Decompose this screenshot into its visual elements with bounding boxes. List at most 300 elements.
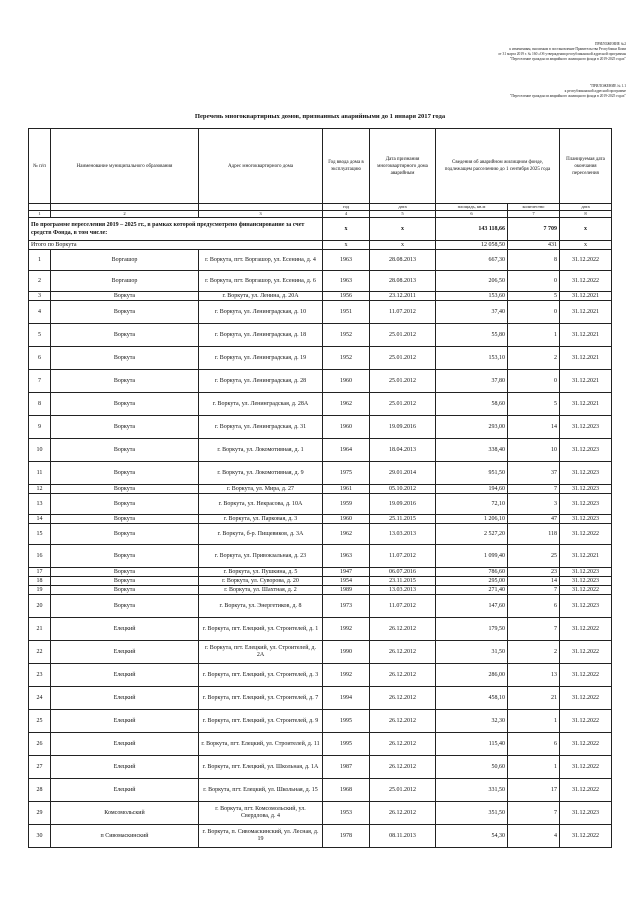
col-num: 8 bbox=[560, 211, 612, 218]
cell-recognized-date: 23.11.2015 bbox=[370, 577, 436, 586]
cell-residents-count: 0 bbox=[508, 271, 560, 292]
cell-address: г. Воркута, ул. Ленинградская, д. 28А bbox=[199, 393, 323, 416]
cell-recognized-date: 13.03.2013 bbox=[370, 524, 436, 545]
cell-municipality: Воркута bbox=[51, 586, 199, 595]
cell-recognized-date: 25.11.2015 bbox=[370, 515, 436, 524]
unit-area: площадь, кв.м bbox=[436, 204, 508, 211]
cell-area: 54,30 bbox=[436, 825, 508, 848]
cell-recognized-date: 11.07.2012 bbox=[370, 595, 436, 618]
cell-row-number: 29 bbox=[29, 802, 51, 825]
cell-address: г. Воркута, ул. Ленинградская, д. 18 bbox=[199, 324, 323, 347]
table-row bbox=[29, 595, 612, 618]
table-row bbox=[29, 577, 612, 586]
cell-year: 1952 bbox=[323, 347, 370, 370]
cell-residents-count: 21 bbox=[508, 687, 560, 710]
table-row bbox=[29, 586, 612, 595]
units-row bbox=[29, 204, 612, 211]
cell-area: 37,40 bbox=[436, 301, 508, 324]
cell-residents-count: 3 bbox=[508, 494, 560, 515]
cell-planned-date: 31.12.2021 bbox=[560, 370, 612, 393]
cell-year: 1975 bbox=[323, 462, 370, 485]
cell-planned-date: 31.12.2022 bbox=[560, 756, 612, 779]
cell-area: 115,40 bbox=[436, 733, 508, 756]
table-row bbox=[29, 271, 612, 292]
cell-municipality: Воркута bbox=[51, 524, 199, 545]
cell-planned-date: 31.12.2023 bbox=[560, 494, 612, 515]
cell-area: 786,60 bbox=[436, 568, 508, 577]
table-row bbox=[29, 324, 612, 347]
cell-municipality: Елецкий bbox=[51, 710, 199, 733]
cell-recognized-date: 26.12.2012 bbox=[370, 641, 436, 664]
table-row bbox=[29, 462, 612, 485]
cell-planned-date: 31.12.2021 bbox=[560, 301, 612, 324]
cell-address: г. Воркута, ул. Локомотивная, д. 9 bbox=[199, 462, 323, 485]
cell-year: 1961 bbox=[323, 485, 370, 494]
cell-planned-date: 31.12.2023 bbox=[560, 416, 612, 439]
cell-residents-count: 118 bbox=[508, 524, 560, 545]
cell-year: 1954 bbox=[323, 577, 370, 586]
cell-address: г. Воркута, пгт. Елецкий, ул. Строителей, д. 9 bbox=[199, 710, 323, 733]
cell-planned-date: 31.12.2023 bbox=[560, 515, 612, 524]
cell-year: 1953 bbox=[323, 802, 370, 825]
cell-address: г. Воркута, пгт. Комсомольский, ул. Свердлова, д. 4 bbox=[199, 802, 323, 825]
cell-area: 271,40 bbox=[436, 586, 508, 595]
table-row bbox=[29, 618, 612, 641]
appendix-line: к республиканской адресной программе bbox=[564, 89, 626, 93]
cell-year: 1956 bbox=[323, 292, 370, 301]
cell-residents-count: 0 bbox=[508, 301, 560, 324]
cell-row-number: 14 bbox=[29, 515, 51, 524]
cell-recognized-date: 13.03.2013 bbox=[370, 586, 436, 595]
table-row bbox=[29, 485, 612, 494]
cell-recognized-date: 06.07.2016 bbox=[370, 568, 436, 577]
total-plan: x bbox=[560, 241, 612, 250]
cell-municipality: Елецкий bbox=[51, 687, 199, 710]
cell-municipality: Елецкий bbox=[51, 641, 199, 664]
cell-residents-count: 1 bbox=[508, 324, 560, 347]
unit-plan: дата bbox=[560, 204, 612, 211]
cell-year: 1947 bbox=[323, 568, 370, 577]
cell-recognized-date: 11.07.2012 bbox=[370, 301, 436, 324]
column-numbers-row bbox=[29, 211, 612, 218]
cell-address: г. Воркута, ул. Ленинградская, д. 10 bbox=[199, 301, 323, 324]
cell-planned-date: 31.12.2023 bbox=[560, 462, 612, 485]
cell-address: г. Воркута, ул. Суворова, д. 20 bbox=[199, 577, 323, 586]
cell-residents-count: 37 bbox=[508, 462, 560, 485]
cell-year: 1987 bbox=[323, 756, 370, 779]
appendix-line: "Переселение граждан из аварийного жилищного фонда в 2019-2025 годах" bbox=[509, 94, 626, 98]
cell-municipality: Воркута bbox=[51, 545, 199, 568]
cell-row-number: 26 bbox=[29, 733, 51, 756]
header-n: № п/п bbox=[29, 129, 51, 204]
cell-area: 295,00 bbox=[436, 577, 508, 586]
cell-recognized-date: 25.01.2012 bbox=[370, 370, 436, 393]
document-title: Перечень многоквартирных домов, признанных аварийными до 1 января 2017 года bbox=[194, 113, 446, 120]
houses-table bbox=[28, 128, 612, 848]
cell-municipality: Воркута bbox=[51, 494, 199, 515]
table-row bbox=[29, 301, 612, 324]
col-num: 3 bbox=[199, 211, 323, 218]
table-row bbox=[29, 524, 612, 545]
cell-recognized-date: 11.07.2012 bbox=[370, 545, 436, 568]
appendix-line: от 31 марта 2019 г. № 160 «Об утверждении республиканской адресной программы bbox=[498, 52, 626, 56]
unit-empty bbox=[51, 204, 199, 211]
cell-municipality: Воркута bbox=[51, 515, 199, 524]
cell-planned-date: 31.12.2022 bbox=[560, 733, 612, 756]
cell-row-number: 6 bbox=[29, 347, 51, 370]
cell-address: г. Воркута, пгт. Елецкий, ул. Школьная, д. 15 bbox=[199, 779, 323, 802]
cell-planned-date: 31.12.2023 bbox=[560, 595, 612, 618]
table-row bbox=[29, 687, 612, 710]
cell-recognized-date: 26.12.2012 bbox=[370, 664, 436, 687]
cell-planned-date: 31.12.2022 bbox=[560, 586, 612, 595]
unit-empty bbox=[29, 204, 51, 211]
cell-recognized-date: 26.12.2012 bbox=[370, 710, 436, 733]
cell-municipality: Елецкий bbox=[51, 756, 199, 779]
cell-municipality: Воркута bbox=[51, 301, 199, 324]
col-num: 2 bbox=[51, 211, 199, 218]
cell-year: 1959 bbox=[323, 494, 370, 515]
cell-planned-date: 31.12.2023 bbox=[560, 439, 612, 462]
cell-row-number: 19 bbox=[29, 586, 51, 595]
cell-planned-date: 31.12.2022 bbox=[560, 618, 612, 641]
cell-residents-count: 14 bbox=[508, 577, 560, 586]
cell-address: г. Воркута, пгт. Воргашор, ул. Есенина, д. 6 bbox=[199, 271, 323, 292]
cell-municipality: Воркута bbox=[51, 439, 199, 462]
table-row bbox=[29, 756, 612, 779]
cell-municipality: Елецкий bbox=[51, 618, 199, 641]
total-qty: 431 bbox=[508, 241, 560, 250]
cell-address: г. Воркута, б-р. Пищевиков, д. 3А bbox=[199, 524, 323, 545]
cell-area: 331,50 bbox=[436, 779, 508, 802]
cell-year: 1973 bbox=[323, 595, 370, 618]
cell-area: 31,50 bbox=[436, 641, 508, 664]
cell-area: 153,10 bbox=[436, 347, 508, 370]
cell-municipality: Воркута bbox=[51, 347, 199, 370]
cell-residents-count: 6 bbox=[508, 733, 560, 756]
cell-address: г. Воркута, ул. Парковая, д. 3 bbox=[199, 515, 323, 524]
cell-residents-count: 5 bbox=[508, 393, 560, 416]
cell-area: 58,60 bbox=[436, 393, 508, 416]
cell-area: 1 206,10 bbox=[436, 515, 508, 524]
cell-row-number: 21 bbox=[29, 618, 51, 641]
cell-recognized-date: 18.04.2013 bbox=[370, 439, 436, 462]
cell-address: г. Воркута, пгт. Елецкий, ул. Строителей, д. 2А bbox=[199, 641, 323, 664]
table-row bbox=[29, 641, 612, 664]
cell-area: 206,50 bbox=[436, 271, 508, 292]
cell-area: 32,30 bbox=[436, 710, 508, 733]
cell-recognized-date: 26.12.2012 bbox=[370, 618, 436, 641]
cell-municipality: Воркута bbox=[51, 370, 199, 393]
cell-row-number: 15 bbox=[29, 524, 51, 545]
table-row bbox=[29, 733, 612, 756]
cell-recognized-date: 19.09.2016 bbox=[370, 494, 436, 515]
unit-date: дата bbox=[370, 204, 436, 211]
table-row bbox=[29, 439, 612, 462]
header-municipality: Наименование муниципального образования bbox=[51, 129, 199, 204]
cell-residents-count: 1 bbox=[508, 710, 560, 733]
cell-year: 1962 bbox=[323, 524, 370, 545]
cell-residents-count: 2 bbox=[508, 347, 560, 370]
cell-row-number: 8 bbox=[29, 393, 51, 416]
cell-address: г. Воркута, ул. Ленинградская, д. 28 bbox=[199, 370, 323, 393]
cell-area: 72,10 bbox=[436, 494, 508, 515]
cell-row-number: 2 bbox=[29, 271, 51, 292]
cell-residents-count: 4 bbox=[508, 825, 560, 848]
cell-year: 1963 bbox=[323, 250, 370, 271]
cell-area: 1 099,40 bbox=[436, 545, 508, 568]
cell-planned-date: 31.12.2021 bbox=[560, 347, 612, 370]
cell-residents-count: 13 bbox=[508, 664, 560, 687]
cell-residents-count: 23 bbox=[508, 568, 560, 577]
cell-year: 1994 bbox=[323, 687, 370, 710]
cell-year: 1963 bbox=[323, 545, 370, 568]
cell-row-number: 1 bbox=[29, 250, 51, 271]
table-row bbox=[29, 347, 612, 370]
cell-municipality: Воркута bbox=[51, 324, 199, 347]
cell-year: 1952 bbox=[323, 324, 370, 347]
cell-row-number: 12 bbox=[29, 485, 51, 494]
program-row bbox=[29, 218, 612, 241]
cell-area: 194,60 bbox=[436, 485, 508, 494]
cell-residents-count: 7 bbox=[508, 586, 560, 595]
cell-municipality: Комсомольский bbox=[51, 802, 199, 825]
cell-municipality: Воргашор bbox=[51, 271, 199, 292]
cell-row-number: 10 bbox=[29, 439, 51, 462]
cell-recognized-date: 26.12.2012 bbox=[370, 687, 436, 710]
col-num: 1 bbox=[29, 211, 51, 218]
cell-area: 55,80 bbox=[436, 324, 508, 347]
cell-residents-count: 7 bbox=[508, 618, 560, 641]
cell-row-number: 25 bbox=[29, 710, 51, 733]
cell-row-number: 11 bbox=[29, 462, 51, 485]
program-qty: 7 709 bbox=[508, 218, 560, 241]
cell-residents-count: 7 bbox=[508, 485, 560, 494]
cell-planned-date: 31.12.2022 bbox=[560, 825, 612, 848]
cell-residents-count: 5 bbox=[508, 292, 560, 301]
cell-recognized-date: 25.01.2012 bbox=[370, 393, 436, 416]
cell-year: 1960 bbox=[323, 416, 370, 439]
cell-residents-count: 47 bbox=[508, 515, 560, 524]
cell-recognized-date: 25.01.2012 bbox=[370, 779, 436, 802]
cell-row-number: 18 bbox=[29, 577, 51, 586]
cell-recognized-date: 26.12.2012 bbox=[370, 733, 436, 756]
cell-address: г. Воркута, ул. Некрасова, д. 10А bbox=[199, 494, 323, 515]
cell-planned-date: 31.12.2022 bbox=[560, 524, 612, 545]
cell-row-number: 28 bbox=[29, 779, 51, 802]
cell-residents-count: 1 bbox=[508, 756, 560, 779]
cell-address: г. Воркута, ул. Локомотивная, д. 1 bbox=[199, 439, 323, 462]
cell-recognized-date: 19.09.2016 bbox=[370, 416, 436, 439]
cell-municipality: Воркута bbox=[51, 577, 199, 586]
appendix-line: ПРИЛОЖЕНИЕ №2 bbox=[594, 42, 626, 46]
cell-municipality: Елецкий bbox=[51, 779, 199, 802]
cell-row-number: 7 bbox=[29, 370, 51, 393]
cell-recognized-date: 28.08.2013 bbox=[370, 250, 436, 271]
table-row bbox=[29, 393, 612, 416]
col-num: 4 bbox=[323, 211, 370, 218]
cell-year: 1951 bbox=[323, 301, 370, 324]
total-year: x bbox=[323, 241, 370, 250]
table-header-row bbox=[29, 129, 612, 204]
cell-planned-date: 31.12.2022 bbox=[560, 664, 612, 687]
cell-year: 1960 bbox=[323, 515, 370, 524]
cell-row-number: 5 bbox=[29, 324, 51, 347]
cell-municipality: Воркута bbox=[51, 485, 199, 494]
table-row bbox=[29, 250, 612, 271]
cell-municipality: Елецкий bbox=[51, 664, 199, 687]
cell-address: г. Воркута, ул. Шахтная, д. 2 bbox=[199, 586, 323, 595]
cell-row-number: 9 bbox=[29, 416, 51, 439]
cell-row-number: 20 bbox=[29, 595, 51, 618]
unit-empty bbox=[199, 204, 323, 211]
cell-year: 1964 bbox=[323, 439, 370, 462]
table-row bbox=[29, 568, 612, 577]
cell-residents-count: 25 bbox=[508, 545, 560, 568]
cell-address: г. Воркута, пгт. Елецкий, ул. Строителей, д. 7 bbox=[199, 687, 323, 710]
appendix-line: "Переселение граждан из аварийного жилищного фонда в 2019-2025 годах" bbox=[509, 57, 626, 61]
col-num: 5 bbox=[370, 211, 436, 218]
unit-year: год bbox=[323, 204, 370, 211]
cell-area: 50,60 bbox=[436, 756, 508, 779]
appendix-line: "ПРИЛОЖЕНИЕ № 1.1 bbox=[589, 84, 626, 88]
table-row bbox=[29, 825, 612, 848]
cell-address: г. Воркута, пгт. Елецкий, ул. Школьная, д. 1А bbox=[199, 756, 323, 779]
cell-planned-date: 31.12.2021 bbox=[560, 393, 612, 416]
table-row bbox=[29, 494, 612, 515]
cell-municipality: Воркута bbox=[51, 568, 199, 577]
cell-planned-date: 31.12.2022 bbox=[560, 710, 612, 733]
cell-area: 667,30 bbox=[436, 250, 508, 271]
cell-year: 1995 bbox=[323, 710, 370, 733]
cell-residents-count: 2 bbox=[508, 641, 560, 664]
cell-planned-date: 31.12.2023 bbox=[560, 577, 612, 586]
cell-year: 1978 bbox=[323, 825, 370, 848]
cell-area: 951,50 bbox=[436, 462, 508, 485]
total-date: x bbox=[370, 241, 436, 250]
cell-planned-date: 31.12.2022 bbox=[560, 641, 612, 664]
cell-year: 1960 bbox=[323, 370, 370, 393]
cell-row-number: 30 bbox=[29, 825, 51, 848]
cell-address: г. Воркута, пгт. Елецкий, ул. Строителей, д. 1 bbox=[199, 618, 323, 641]
cell-address: г. Воркута, ул. Ленинградская, д. 31 bbox=[199, 416, 323, 439]
cell-area: 286,00 bbox=[436, 664, 508, 687]
cell-row-number: 17 bbox=[29, 568, 51, 577]
cell-municipality: Елецкий bbox=[51, 733, 199, 756]
program-area: 143 118,66 bbox=[436, 218, 508, 241]
cell-residents-count: 8 bbox=[508, 250, 560, 271]
cell-year: 1992 bbox=[323, 664, 370, 687]
cell-recognized-date: 28.08.2013 bbox=[370, 271, 436, 292]
cell-recognized-date: 23.12.2011 bbox=[370, 292, 436, 301]
header-info: Сведения об аварийном жилищном фонде, подлежащем расселению до 1 сентября 2025 года bbox=[436, 129, 560, 204]
cell-municipality: Воркута bbox=[51, 393, 199, 416]
col-num: 7 bbox=[508, 211, 560, 218]
cell-recognized-date: 05.10.2012 bbox=[370, 485, 436, 494]
table-row bbox=[29, 664, 612, 687]
cell-row-number: 24 bbox=[29, 687, 51, 710]
cell-address: г. Воркута, пгт. Елецкий, ул. Строителей, д. 11 bbox=[199, 733, 323, 756]
cell-recognized-date: 25.01.2012 bbox=[370, 347, 436, 370]
cell-row-number: 4 bbox=[29, 301, 51, 324]
cell-recognized-date: 08.11.2013 bbox=[370, 825, 436, 848]
cell-year: 1989 bbox=[323, 586, 370, 595]
cell-municipality: Воркута bbox=[51, 292, 199, 301]
cell-municipality: Воргашор bbox=[51, 250, 199, 271]
cell-address: г. Воркута, п. Сивомаскинский, ул. Лесная, д. 19 bbox=[199, 825, 323, 848]
cell-address: г. Воркута, ул. Ленинградская, д. 19 bbox=[199, 347, 323, 370]
appendix-note-2 bbox=[510, 84, 626, 99]
cell-recognized-date: 25.01.2012 bbox=[370, 324, 436, 347]
appendix-line: к изменениям, вносимым в постановление Правительства Республики Коми bbox=[509, 47, 626, 51]
header-year: Год ввода дома в эксплуатацию bbox=[323, 129, 370, 204]
cell-residents-count: 17 bbox=[508, 779, 560, 802]
program-plan: x bbox=[560, 218, 612, 241]
cell-year: 1992 bbox=[323, 618, 370, 641]
cell-address: г. Воркута, ул. Пушкина, д. 5 bbox=[199, 568, 323, 577]
total-row bbox=[29, 241, 612, 250]
program-date: x bbox=[370, 218, 436, 241]
cell-address: г. Воркута, ул. Энергетиков, д. 8 bbox=[199, 595, 323, 618]
table-body bbox=[29, 218, 612, 848]
cell-row-number: 13 bbox=[29, 494, 51, 515]
table-row bbox=[29, 292, 612, 301]
cell-area: 351,50 bbox=[436, 802, 508, 825]
appendix-note-1 bbox=[498, 42, 626, 62]
cell-planned-date: 31.12.2021 bbox=[560, 324, 612, 347]
cell-row-number: 23 bbox=[29, 664, 51, 687]
cell-address: г. Воркута, ул. Ленина, д. 20А bbox=[199, 292, 323, 301]
cell-recognized-date: 26.12.2012 bbox=[370, 802, 436, 825]
table-row bbox=[29, 779, 612, 802]
cell-planned-date: 31.12.2021 bbox=[560, 292, 612, 301]
unit-qty: количество bbox=[508, 204, 560, 211]
cell-address: г. Воркута, пгт. Елецкий, ул. Строителей, д. 3 bbox=[199, 664, 323, 687]
program-label: По программе переселения 2019 – 2025 гг., в рамках которой предусмотрено финансирование за счет средств Фонда, в том числе: bbox=[29, 218, 323, 241]
cell-planned-date: 31.12.2023 bbox=[560, 802, 612, 825]
header-plan: Планируемая дата окончания переселения bbox=[560, 129, 612, 204]
cell-recognized-date: 29.01.2014 bbox=[370, 462, 436, 485]
cell-area: 179,50 bbox=[436, 618, 508, 641]
cell-row-number: 16 bbox=[29, 545, 51, 568]
cell-residents-count: 7 bbox=[508, 802, 560, 825]
cell-year: 1995 bbox=[323, 733, 370, 756]
cell-year: 1990 bbox=[323, 641, 370, 664]
table-row bbox=[29, 802, 612, 825]
cell-address: г. Воркута, ул. Мира, д. 27 bbox=[199, 485, 323, 494]
cell-row-number: 22 bbox=[29, 641, 51, 664]
cell-planned-date: 31.12.2022 bbox=[560, 250, 612, 271]
cell-residents-count: 14 bbox=[508, 416, 560, 439]
cell-planned-date: 31.12.2022 bbox=[560, 271, 612, 292]
cell-area: 37,80 bbox=[436, 370, 508, 393]
cell-planned-date: 31.12.2021 bbox=[560, 545, 612, 568]
table-row bbox=[29, 370, 612, 393]
cell-residents-count: 10 bbox=[508, 439, 560, 462]
cell-year: 1968 bbox=[323, 779, 370, 802]
cell-municipality: Воркута bbox=[51, 595, 199, 618]
cell-year: 1963 bbox=[323, 271, 370, 292]
cell-municipality: Воркута bbox=[51, 416, 199, 439]
cell-area: 338,40 bbox=[436, 439, 508, 462]
cell-planned-date: 31.12.2023 bbox=[560, 568, 612, 577]
cell-row-number: 3 bbox=[29, 292, 51, 301]
total-label: Итого по Воркута bbox=[29, 241, 323, 250]
table-row bbox=[29, 416, 612, 439]
cell-address: г. Воркута, ул. Привокзальная, д. 23 bbox=[199, 545, 323, 568]
cell-recognized-date: 26.12.2012 bbox=[370, 756, 436, 779]
table-row bbox=[29, 515, 612, 524]
